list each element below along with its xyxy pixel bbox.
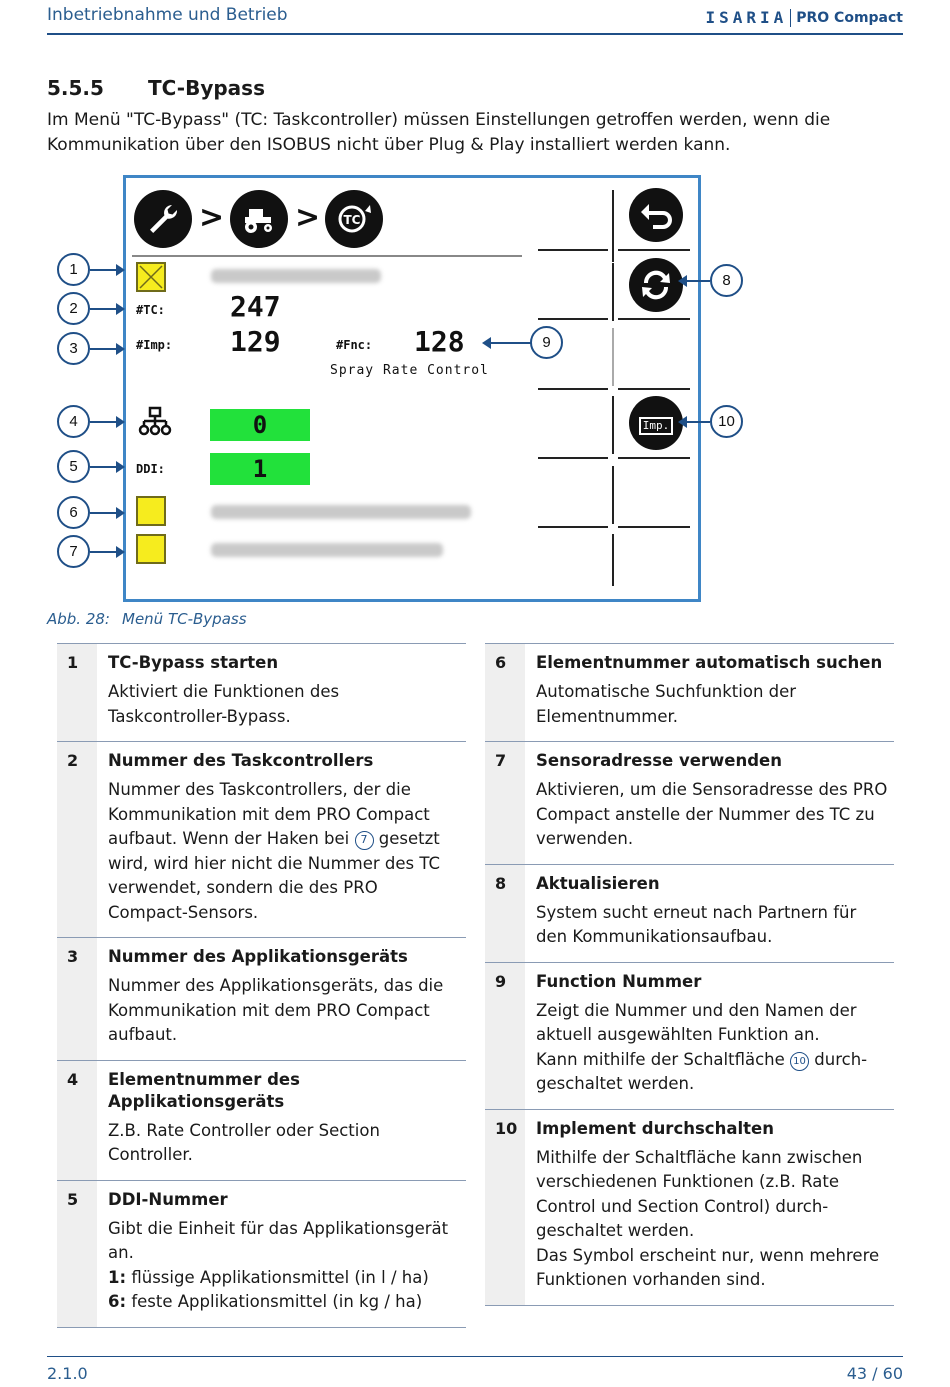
tc-bypass-screen	[123, 175, 701, 602]
legend-desc: Aktiviert die Funktionen des Taskcontroller-Bypass.	[108, 682, 340, 726]
legend-item	[57, 1061, 466, 1181]
section-title: TC-Bypass	[148, 76, 265, 100]
button-divider	[612, 190, 614, 262]
legend-item	[485, 865, 894, 963]
callout-arrow	[90, 421, 123, 423]
callout-arrow	[680, 280, 710, 282]
callout-arrow	[90, 466, 123, 468]
callout-2: 2	[57, 292, 90, 325]
imp-label: #Imp:	[136, 338, 173, 352]
legend-desc-part: Nummer des Taskcontrollers, der die Kommunikation mit dem PRO Compact aufbaut. Wenn der Haken bei	[108, 780, 430, 848]
softkey-line	[538, 249, 608, 251]
tc-label: #TC:	[136, 303, 165, 317]
brand-logo: ISARIA	[705, 8, 788, 27]
brand-product: PRO Compact	[796, 9, 903, 26]
legend-item	[57, 1181, 466, 1328]
refresh-button[interactable]	[629, 258, 683, 312]
softkey-line	[618, 526, 690, 528]
legend-item	[57, 938, 466, 1061]
breadcrumb-chevron-icon: >	[295, 200, 321, 235]
sensor-address-checkbox[interactable]	[136, 534, 166, 564]
callout-arrow	[90, 269, 123, 271]
legend-title: Implement durchschalten	[536, 1118, 774, 1138]
softkey-line	[618, 388, 690, 390]
legend-left	[57, 643, 466, 1328]
legend-item	[485, 1110, 894, 1306]
callout-6: 6	[57, 496, 90, 529]
legend-desc-line	[536, 1048, 888, 1097]
softkey-line	[538, 388, 608, 390]
ddi-label: DDI:	[136, 462, 165, 476]
function-name: Spray Rate Control	[330, 363, 489, 378]
legend-item	[57, 644, 466, 742]
legend-number: 10	[485, 1110, 525, 1305]
legend-desc: Gibt die Einheit für das Applikationsgerät an.	[108, 1218, 449, 1262]
legend-desc-part: gesetzt wird, wird hier nicht die Nummer des TC verwendet, sondern die des PRO Compact-Sensors.	[108, 829, 441, 922]
legend-title: Sensoradresse verwenden	[536, 751, 782, 770]
implement-switch-button[interactable]	[629, 396, 683, 450]
button-divider	[612, 466, 614, 524]
legend-desc-part: durch-geschaltet werden.	[536, 1049, 868, 1093]
callout-1: 1	[57, 253, 90, 286]
legend-desc-part: Kann mithilfe der Schaltfläche	[536, 1049, 785, 1069]
legend-desc: Z.B. Rate Controller oder Section Controller.	[108, 1120, 380, 1164]
wrench-icon	[134, 190, 192, 248]
legend-number: 7	[485, 742, 525, 864]
header-rule	[47, 33, 903, 35]
svg-text:TC: TC	[343, 213, 361, 227]
footer-version: 2.1.0	[47, 1364, 88, 1383]
breadcrumb-chevron-icon: >	[199, 200, 225, 235]
fnc-number-value: 128	[414, 325, 465, 358]
blurred-label	[211, 543, 443, 557]
legend-item	[485, 742, 894, 865]
legend-title: Elementnummer des Applikationsgeräts	[108, 1069, 300, 1111]
legend-number: 1	[57, 644, 97, 741]
tractor-icon	[230, 190, 288, 248]
ddi-number-field[interactable]: 1	[210, 453, 310, 485]
figure-caption: Menü TC-Bypass	[122, 610, 247, 628]
legend-desc: Zeigt die Nummer und den Namen der aktuell ausgewählten Funktion an.	[536, 1000, 857, 1044]
footer-page-number: 43 / 60	[846, 1364, 903, 1383]
unit-text: flüssige Applikationsmittel (in l / ha)	[126, 1267, 429, 1287]
legend-item	[57, 742, 466, 938]
auto-search-checkbox[interactable]	[136, 496, 166, 526]
back-button[interactable]	[629, 188, 683, 242]
callout-10: 10	[710, 405, 743, 438]
element-tree-icon	[138, 406, 172, 442]
button-divider	[612, 396, 614, 454]
legend-title: Function Nummer	[536, 971, 702, 991]
screen-header-divider	[132, 255, 522, 257]
legend-number: 4	[57, 1061, 97, 1180]
legend-title: Aktualisieren	[536, 873, 660, 893]
figure-label: Abb. 28:	[47, 610, 110, 628]
brand-divider	[790, 9, 791, 27]
legend-item	[485, 644, 894, 742]
softkey-line	[538, 457, 608, 459]
unit-key: 1:	[108, 1267, 127, 1287]
callout-9: 9	[530, 326, 563, 359]
implement-switch-label: Imp.	[639, 417, 674, 435]
blurred-label	[211, 505, 471, 519]
callout-8: 8	[710, 264, 743, 297]
legend-title: Nummer des Applikationsgeräts	[108, 947, 408, 966]
softkey-line	[538, 526, 608, 528]
section-number: 5.5.5	[47, 76, 104, 100]
legend-title: Elementnummer automatisch suchen	[536, 653, 883, 672]
callout-arrow	[484, 342, 531, 344]
softkey-line	[618, 318, 690, 320]
tc-number-value[interactable]: 247	[230, 290, 281, 323]
legend-desc: Automatische Suchfunktion der Elementnummer.	[536, 682, 797, 726]
legend-title: DDI-Nummer	[108, 1189, 228, 1209]
softkey-line	[538, 318, 608, 320]
button-divider	[612, 263, 614, 321]
tc-bypass-start-checkbox[interactable]	[136, 262, 166, 292]
softkey-line	[618, 249, 690, 251]
unit-key: 6:	[108, 1292, 127, 1311]
legend-number: 6	[485, 644, 525, 741]
button-divider	[612, 328, 614, 386]
legend-desc-line	[108, 1266, 460, 1291]
legend-desc: Aktivieren, um die Sensoradresse des PRO Compact anstelle der Nummer des TC zu verwenden.	[536, 780, 888, 848]
imp-number-value[interactable]: 129	[230, 325, 281, 358]
callout-ref: 7	[355, 831, 374, 850]
legend-desc: Nummer des Applikationsgeräts, das die Kommunikation mit dem PRO Compact aufbaut.	[108, 976, 444, 1044]
legend-desc-line	[108, 1290, 460, 1315]
button-divider	[612, 534, 614, 586]
header-title: Inbetriebnahme und Betrieb	[47, 5, 288, 25]
softkey-line	[618, 457, 690, 459]
footer-rule	[47, 1356, 903, 1357]
taskcontroller-icon	[325, 190, 383, 248]
unit-text: feste Applikationsmittel (in kg / ha)	[126, 1292, 423, 1311]
legend-title: Nummer des Taskcontrollers	[108, 751, 374, 770]
callout-4: 4	[57, 405, 90, 438]
legend-number: 2	[57, 742, 97, 937]
legend-number: 5	[57, 1181, 97, 1327]
legend-desc	[108, 778, 460, 925]
legend-title: TC-Bypass starten	[108, 653, 279, 672]
legend-number: 3	[57, 938, 97, 1060]
callout-ref: 10	[790, 1052, 809, 1071]
section-intro: Im Menü "TC-Bypass" (TC: Taskcontroller) müssen Einstellungen getroffen werden, wenn die Kommunikation über den ISOBUS nicht über Plug & Play installiert werden kann.	[47, 110, 831, 155]
callout-7: 7	[57, 535, 90, 568]
legend-right	[485, 643, 894, 1306]
legend-desc-line: Das Symbol erscheint nur, wenn mehrere Funktionen vorhanden sind.	[536, 1245, 880, 1289]
callout-arrow	[90, 308, 123, 310]
callout-arrow	[90, 512, 123, 514]
fnc-label: #Fnc:	[336, 338, 373, 352]
legend-number: 9	[485, 963, 525, 1109]
callout-3: 3	[57, 332, 90, 365]
callout-5: 5	[57, 450, 90, 483]
legend-desc: Mithilfe der Schaltfläche kann zwischen verschiedenen Funktionen (z.B. Rate Control und Section Control) durch-geschaltet werden.	[536, 1147, 863, 1240]
legend-number: 8	[485, 865, 525, 962]
blurred-label	[211, 269, 381, 283]
element-number-field[interactable]: 0	[210, 409, 310, 441]
callout-arrow	[90, 551, 123, 553]
legend-item	[485, 963, 894, 1110]
callout-arrow	[90, 348, 123, 350]
legend-desc: System sucht erneut nach Partnern für den Kommunikationsaufbau.	[536, 902, 857, 946]
brand	[705, 8, 903, 27]
callout-arrow	[680, 421, 710, 423]
